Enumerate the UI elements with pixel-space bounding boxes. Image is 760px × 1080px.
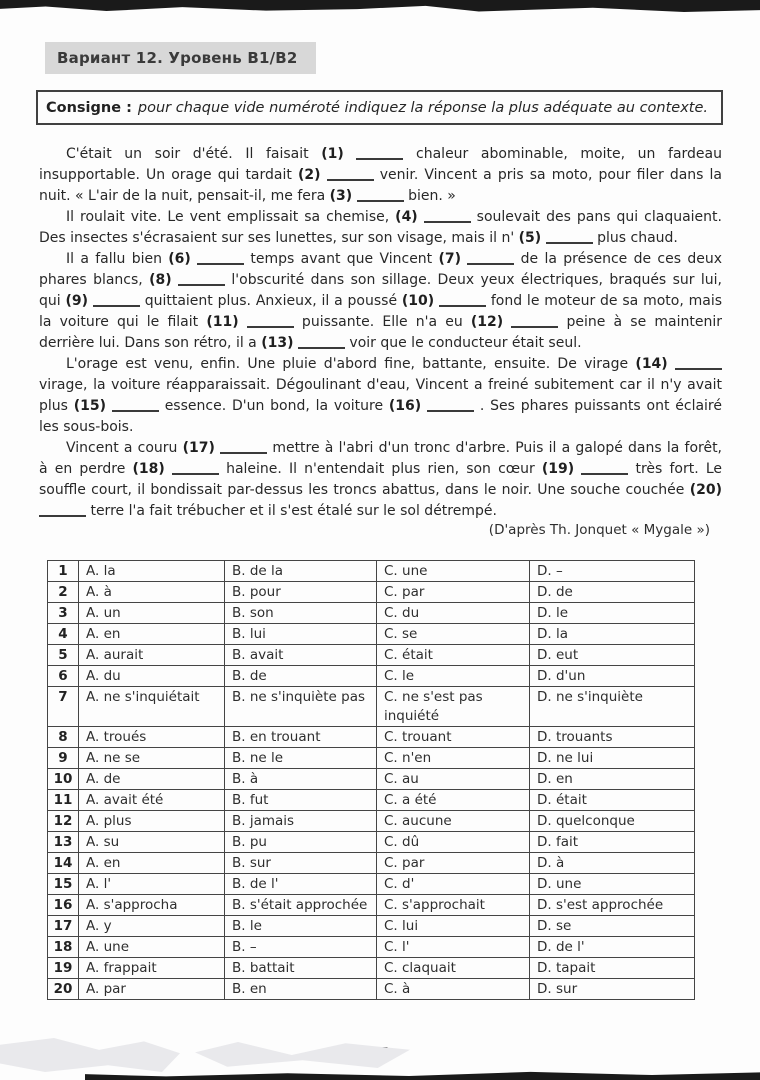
option-cell: A. su: [79, 832, 225, 853]
gap-number: (16): [388, 398, 422, 414]
option-cell: D. tapait: [530, 958, 695, 979]
gap-number: (15): [73, 398, 107, 414]
option-cell: A. plus: [79, 811, 225, 832]
row-number: 1: [48, 561, 79, 582]
table-row: [48, 645, 695, 666]
option-cell: D. ne s'inquiète: [530, 687, 695, 727]
blank-line: [467, 262, 514, 265]
row-number: 11: [48, 790, 79, 811]
options-table: [47, 560, 695, 1000]
option-cell: C. par: [377, 582, 530, 603]
option-cell: C. ne s'est pas inquiété: [377, 687, 530, 727]
option-cell: C. s'approchait: [377, 895, 530, 916]
option-cell: A. avait été: [79, 790, 225, 811]
consigne-text: pour chaque vide numéroté indiquez la réponse la plus adéquate au contexte.: [137, 99, 709, 116]
passage: [39, 144, 722, 522]
row-number: 5: [48, 645, 79, 666]
option-cell: D. s'est approchée: [530, 895, 695, 916]
passage-paragraph: L'orage est venu, enfin. Une pluie d'abord fine, battante, ensuite. De virage (14) virage, la voiture réapparaissait. Dégoulinant d'eau, Vincent a freiné subitement car il n'y avait plus (15) essence. D'un bond, la voiture (16) . Ses phares puissants ont éclairé les sous-bois.: [39, 356, 722, 435]
blank-line: [178, 283, 225, 286]
row-number: 14: [48, 853, 79, 874]
option-cell: A. à: [79, 582, 225, 603]
option-cell: B. jamais: [225, 811, 377, 832]
row-number: 16: [48, 895, 79, 916]
gap-number: (18): [132, 461, 165, 477]
option-cell: A. en: [79, 853, 225, 874]
table-row: [48, 624, 695, 645]
option-cell: A. troués: [79, 727, 225, 748]
passage-paragraph: Vincent a couru (17) mettre à l'abri d'un tronc d'arbre. Puis il a galopé dans la forêt, à en perdre (18) haleine. Il n'entendait plus rien, son cœur (19) très fort. Le souffle court, il bondissait par-dessus les troncs abattus, dans le noir. Une souche couchée (20) terre l'a fait trébucher et il s'est étalé sur le sol détrempé.: [39, 440, 723, 519]
option-cell: C. était: [377, 645, 530, 666]
option-cell: B. de: [225, 666, 377, 687]
option-cell: A. la: [79, 561, 225, 582]
gap-number: (1): [321, 146, 344, 162]
option-cell: D. à: [530, 853, 695, 874]
table-row: [48, 727, 695, 748]
option-cell: D. une: [530, 874, 695, 895]
row-number: 6: [48, 666, 79, 687]
gap-number: (19): [541, 461, 575, 477]
option-cell: A. par: [79, 979, 225, 1000]
row-number: 15: [48, 874, 79, 895]
row-number: 2: [48, 582, 79, 603]
option-cell: B. en: [225, 979, 377, 1000]
option-cell: B. avait: [225, 645, 377, 666]
option-cell: C. l': [377, 937, 530, 958]
gap-number: (3): [329, 188, 353, 204]
table-row: [48, 832, 695, 853]
option-cell: B. de la: [225, 561, 377, 582]
option-cell: A. une: [79, 937, 225, 958]
blank-line: [39, 514, 86, 517]
option-cell: A. aurait: [79, 645, 225, 666]
option-cell: D. se: [530, 916, 695, 937]
option-cell: D. d'un: [530, 666, 695, 687]
option-cell: C. lui: [377, 916, 530, 937]
row-number: 8: [48, 727, 79, 748]
option-cell: B. à: [225, 769, 377, 790]
gap-number: (12): [470, 314, 504, 330]
blank-line: [511, 325, 558, 328]
gap-number: (4): [395, 209, 418, 225]
blank-line: [112, 409, 159, 412]
option-cell: B. le: [225, 916, 377, 937]
option-cell: D. était: [530, 790, 695, 811]
blank-line: [247, 325, 294, 328]
option-cell: C. une: [377, 561, 530, 582]
option-cell: C. claquait: [377, 958, 530, 979]
option-cell: C. se: [377, 624, 530, 645]
table-row: [48, 895, 695, 916]
option-cell: B. ne le: [225, 748, 377, 769]
option-cell: D. le: [530, 603, 695, 624]
table-row: [48, 916, 695, 937]
consigne-box: [36, 90, 723, 125]
gap-number: (17): [182, 440, 215, 456]
blank-line: [220, 451, 267, 454]
gap-number: (14): [635, 356, 668, 372]
gap-number: (13): [261, 335, 294, 351]
option-cell: A. l': [79, 874, 225, 895]
row-number: 13: [48, 832, 79, 853]
option-cell: C. du: [377, 603, 530, 624]
option-cell: D. de: [530, 582, 695, 603]
option-cell: B. pu: [225, 832, 377, 853]
row-number: 12: [48, 811, 79, 832]
table-row: [48, 811, 695, 832]
option-cell: D. sur: [530, 979, 695, 1000]
blank-line: [427, 409, 474, 412]
table-row: [48, 958, 695, 979]
option-cell: C. a été: [377, 790, 530, 811]
gap-number: (9): [65, 293, 89, 309]
option-cell: A. s'approcha: [79, 895, 225, 916]
option-cell: D. quelconque: [530, 811, 695, 832]
row-number: 7: [48, 687, 79, 727]
option-cell: C. le: [377, 666, 530, 687]
table-row: [48, 937, 695, 958]
row-number: 10: [48, 769, 79, 790]
option-cell: A. ne se: [79, 748, 225, 769]
blank-line: [197, 262, 244, 265]
blank-line: [424, 220, 471, 223]
option-cell: B. fut: [225, 790, 377, 811]
option-cell: C. au: [377, 769, 530, 790]
passage-paragraph: Il a fallu bien (6) temps avant que Vincent (7) de la présence de ces deux phares blancs, (8) l'obscurité dans son sillage. Deux yeux électriques, braqués sur lui, qui (9) quittaient plus. Anxieux, il a poussé (10) fond le moteur de sa moto, mais la voiture qui le filait (11) puissante. Elle n'a eu (12) peine à se maintenir derrière lui. Dans son rétro, il a (13) voir que le conducteur était seul.: [39, 251, 723, 351]
row-number: 17: [48, 916, 79, 937]
table-row: [48, 582, 695, 603]
option-cell: A. ne s'inquiétait: [79, 687, 225, 727]
option-cell: C. n'en: [377, 748, 530, 769]
table-row: [48, 979, 695, 1000]
option-cell: B. battait: [225, 958, 377, 979]
blank-line: [546, 241, 593, 244]
passage-paragraph: C'était un soir d'été. Il faisait (1) chaleur abominable, moite, un fardeau insupportable. Un orage qui tardait (2) venir. Vincent a pris sa moto, pour filer dans la nuit. « L'air de la nuit, pensait-il, me fera (3) bien. »: [39, 146, 723, 204]
option-cell: A. en: [79, 624, 225, 645]
option-cell: C. dû: [377, 832, 530, 853]
blank-line: [356, 157, 403, 160]
row-number: 18: [48, 937, 79, 958]
option-cell: C. trouant: [377, 727, 530, 748]
row-number: 19: [48, 958, 79, 979]
gap-number: (5): [518, 230, 542, 246]
passage-paragraph: Il roulait vite. Le vent emplissait sa chemise, (4) soulevait des pans qui claquaient. Des insectes s'écrasaient sur ses lunettes, sur son visage, mais il n' (5) plus chaud.: [39, 209, 722, 246]
row-number: 3: [48, 603, 79, 624]
gap-number: (7): [438, 251, 462, 267]
option-cell: D. fait: [530, 832, 695, 853]
option-cell: D. en: [530, 769, 695, 790]
option-cell: C. à: [377, 979, 530, 1000]
variant-title: Вариант 12. Уровень B1/B2: [45, 42, 316, 74]
option-cell: B. pour: [225, 582, 377, 603]
consigne-label: Consigne :: [46, 99, 132, 116]
option-cell: B. sur: [225, 853, 377, 874]
table-row: [48, 748, 695, 769]
option-cell: C. par: [377, 853, 530, 874]
option-cell: D. de l': [530, 937, 695, 958]
table-row: [48, 853, 695, 874]
option-cell: D. –: [530, 561, 695, 582]
table-row: [48, 874, 695, 895]
option-cell: D. eut: [530, 645, 695, 666]
gap-number: (10): [401, 293, 435, 309]
table-row: [48, 666, 695, 687]
row-number: 20: [48, 979, 79, 1000]
gap-number: (11): [206, 314, 239, 330]
option-cell: C. aucune: [377, 811, 530, 832]
option-cell: C. d': [377, 874, 530, 895]
blank-line: [581, 472, 628, 475]
option-cell: B. ne s'inquiète pas: [225, 687, 377, 727]
table-row: [48, 769, 695, 790]
option-cell: D. trouants: [530, 727, 695, 748]
table-row: [48, 687, 695, 727]
table-row: [48, 561, 695, 582]
blank-line: [439, 304, 486, 307]
option-cell: A. y: [79, 916, 225, 937]
option-cell: B. de l': [225, 874, 377, 895]
options-table-body: [48, 561, 695, 1000]
gap-number: (8): [149, 272, 172, 288]
row-number: 4: [48, 624, 79, 645]
option-cell: A. de: [79, 769, 225, 790]
option-cell: B. en trouant: [225, 727, 377, 748]
gap-number: (2): [297, 167, 321, 183]
blank-line: [675, 367, 722, 370]
table-row: [48, 603, 695, 624]
blank-line: [298, 346, 345, 349]
option-cell: B. s'était approchée: [225, 895, 377, 916]
option-cell: B. –: [225, 937, 377, 958]
blank-line: [93, 304, 140, 307]
option-cell: D. la: [530, 624, 695, 645]
gap-number: (20): [689, 482, 722, 498]
option-cell: D. ne lui: [530, 748, 695, 769]
table-row: [48, 790, 695, 811]
option-cell: B. son: [225, 603, 377, 624]
option-cell: A. frappait: [79, 958, 225, 979]
option-cell: B. lui: [225, 624, 377, 645]
blank-line: [172, 472, 219, 475]
option-cell: A. un: [79, 603, 225, 624]
option-cell: A. du: [79, 666, 225, 687]
blank-line: [357, 199, 404, 202]
attribution: (D'après Th. Jonquet « Mygale »): [488, 522, 710, 538]
row-number: 9: [48, 748, 79, 769]
gap-number: (6): [168, 251, 191, 267]
blank-line: [327, 178, 374, 181]
scan-edge-artifact-bottom: [85, 1071, 760, 1080]
scan-edge-artifact-top: [0, 0, 760, 13]
